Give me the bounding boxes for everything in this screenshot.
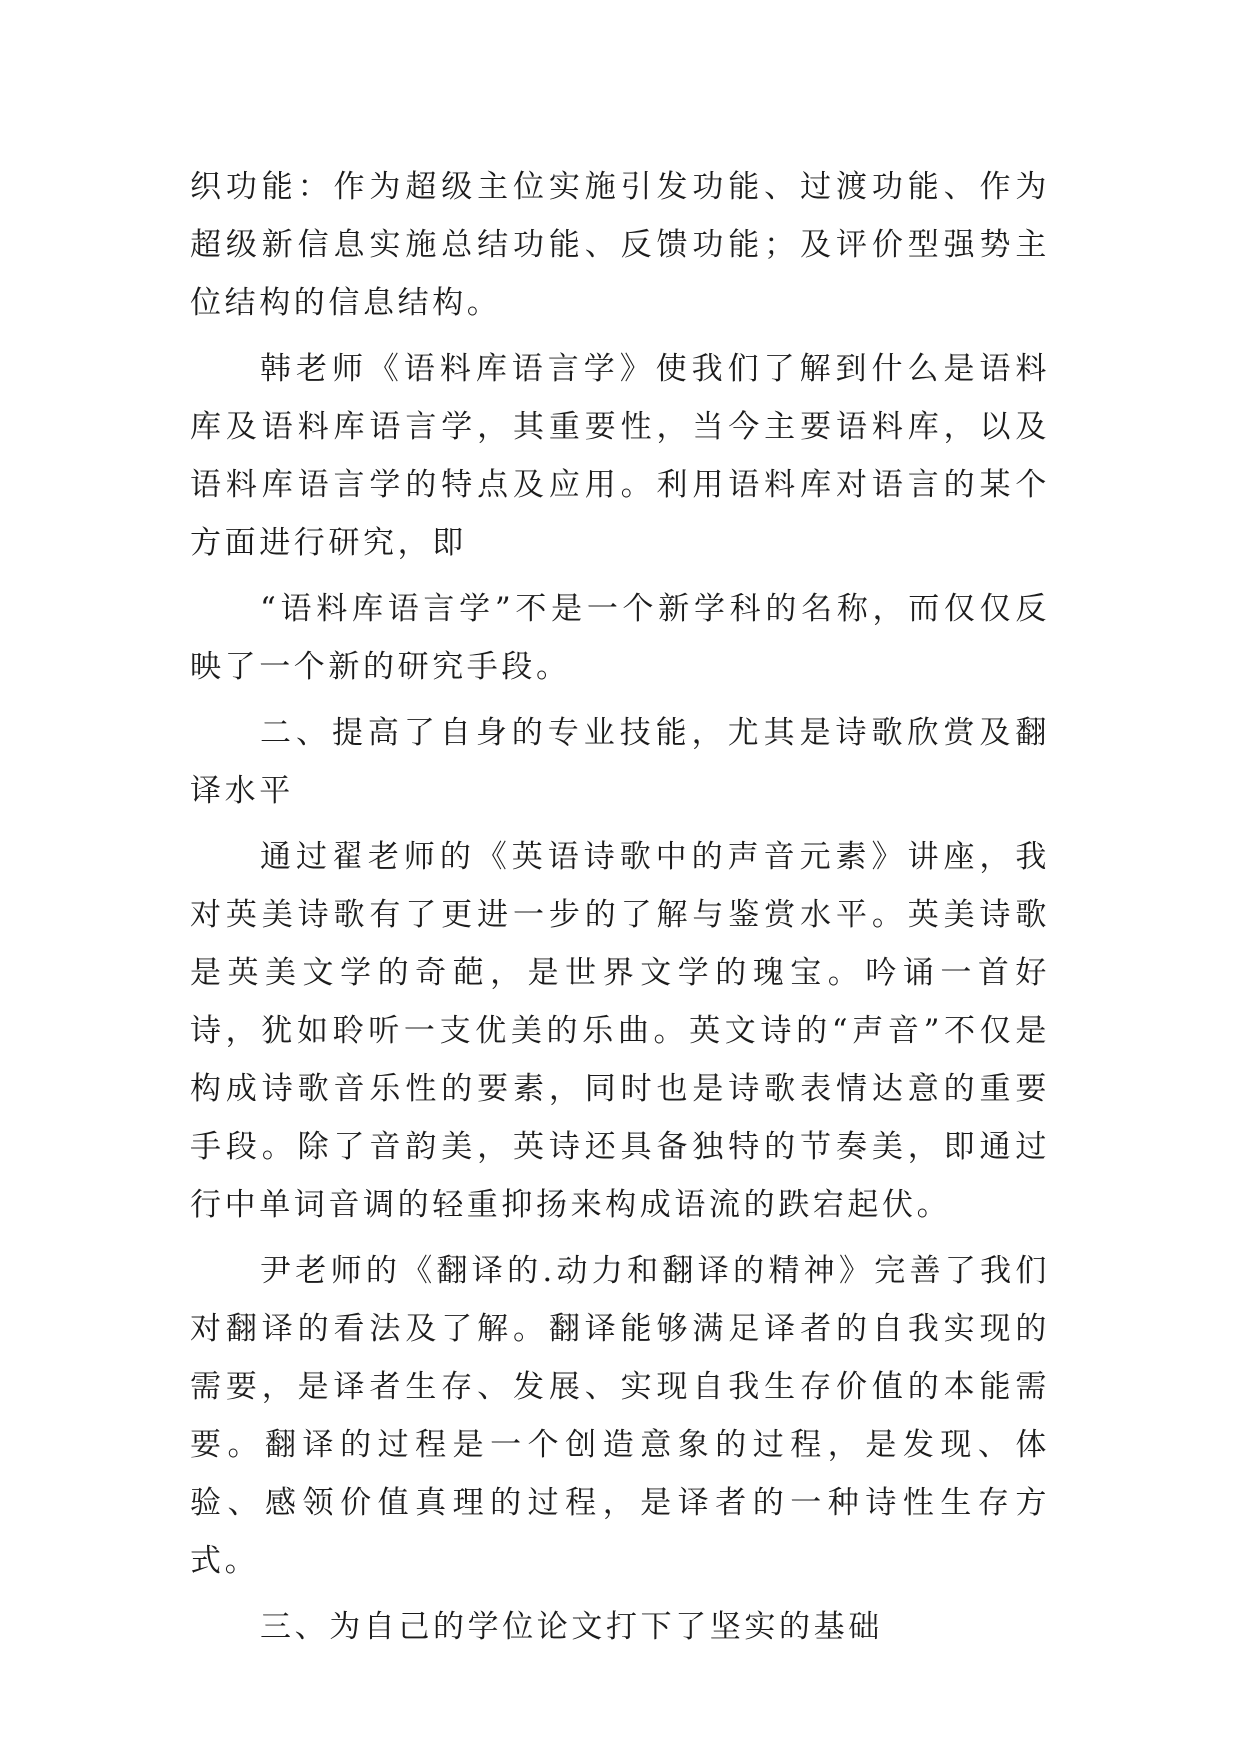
paragraph-3: “语料库语言学”不是一个新学科的名称，而仅仅反映了一个新的研究手段。 [190,591,1050,685]
section-heading-2: 二、提高了自身的专业技能，尤其是诗歌欣赏及翻译水平 [190,715,1050,809]
paragraph-2: 韩老师《语料库语言学》使我们了解到什么是语料库及语料库语言学，其重要性，当今主要语料库，以及语料库语言学的特点及应用。利用语料库对语言的某个方面进行研究，即 [190,351,1050,561]
section-heading-3: 三、为自己的学位论文打下了坚实的基础 [260,1609,883,1645]
document-body [190,158,1050,1656]
paragraph-5: 尹老师的《翻译的.动力和翻译的精神》完善了我们对翻译的看法及了解。翻译能够满足译者的自我实现的需要，是译者生存、发展、实现自我生存价值的本能需要。翻译的过程是一个创造意象的过程，是发现、体验、感领价值真理的过程，是译者的一种诗性生存方式。 [190,1253,1050,1579]
paragraph-4: 通过翟老师的《英语诗歌中的声音元素》讲座，我对英美诗歌有了更进一步的了解与鉴赏水平。英美诗歌是英美文学的奇葩，是世界文学的瑰宝。吟诵一首好诗，犹如聆听一支优美的乐曲。英文诗的“声音”不仅是构成诗歌音乐性的要素，同时也是诗歌表情达意的重要手段。除了音韵美，英诗还具备独特的节奏美，即通过行中单词音调的轻重抑扬来构成语流的跌宕起伏。 [190,839,1050,1223]
paragraph-1: 织功能：作为超级主位实施引发功能、过渡功能、作为超级新信息实施总结功能、反馈功能；及评价型强势主位结构的信息结构。 [190,169,1050,321]
